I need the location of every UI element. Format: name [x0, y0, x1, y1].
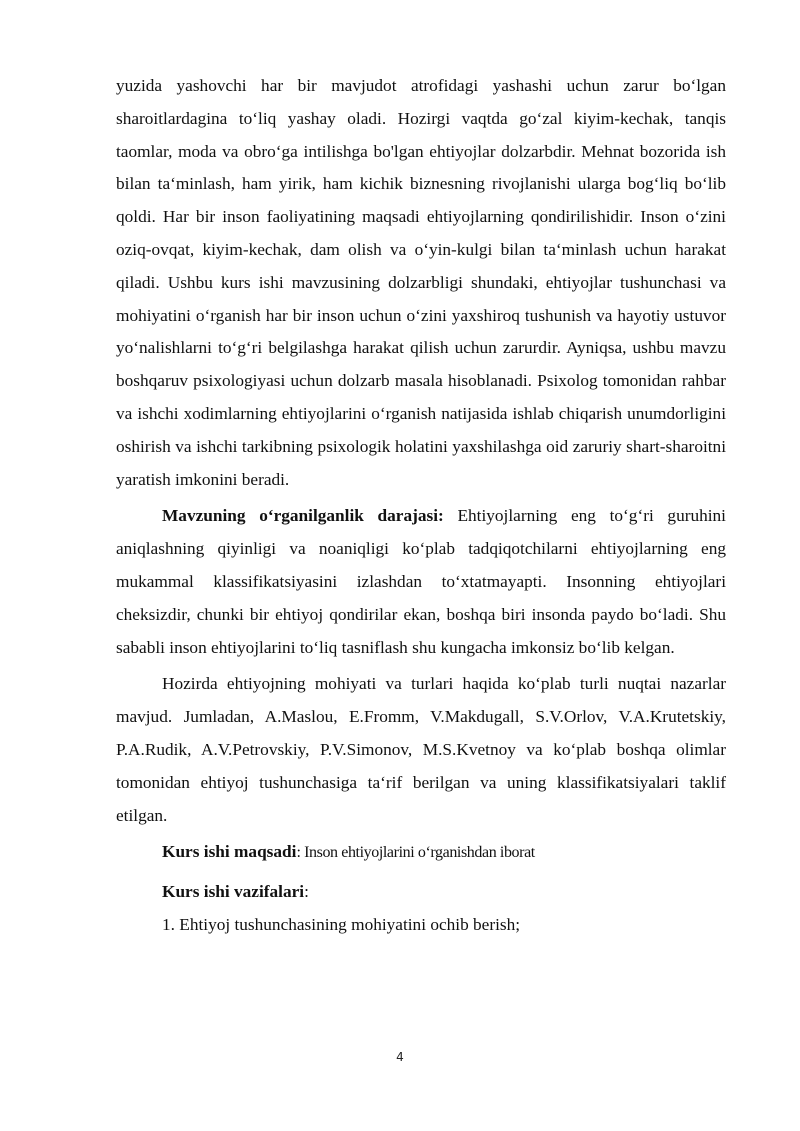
- list-item: 1. Ehtiyoj tushunchasining mohiyatini ochib berish;: [162, 914, 521, 934]
- paragraph-study-degree: [116, 500, 726, 664]
- course-goal-label: Kurs ishi maqsadi: [162, 842, 297, 862]
- course-tasks-heading: [116, 876, 726, 909]
- study-degree-text: Ehtiyojlarning eng to‘g‘ri guruhini aniqlashning qiyinligi va noaniqligi ko‘plab tadqiqotchilarni ehtiyojlarning eng mukammal klassifikatsiyasini izlashdan to‘xtatmayapti. Insonning ehtiyojlari cheksizdir, chunki bir ehtiyoj qondirilar ekan, boshqa biri insonda paydo bo‘ladi. Shu sababli inson ehtiyojlarini to‘liq tasniflash shu kungacha imkonsiz bo‘lib kelgan.: [116, 506, 726, 657]
- paragraph-viewpoints: Hozirda ehtiyojning mohiyati va turlari haqida ko‘plab turli nuqtai nazarlar mavjud. Jumladan, A.Maslou, E.Fromm, V.Makdugall, S.V.Orlov, V.A.Krutetskiy, P.A.Rudik, A.V.Petrovskiy, P.V.Simonov, M.S.Kvetnoy va ko‘plab boshqa olimlar tomonidan ehtiyoj tushunchasiga ta‘rif berilgan va uning klassifikatsiyalari taklif etilgan.: [116, 674, 726, 825]
- course-goal: [116, 836, 726, 870]
- paragraph-relevance: yuzida yashovchi har bir mavjudot atrofidagi yashashi uchun zarur bo‘lgan sharoitlardagina to‘liq yashay oladi. Hozirgi vaqtda go‘zal kiyim-kechak, tanqis taomlar, moda va obro‘ga intilishga bo'lgan ehtiyojlar dolzarbdir. Mehnat bozorida ish bilan ta‘minlash, ham yirik, ham kichik biznesning rivojlanishi ularga bog‘liq bo‘lib qoldi. Har bir inson faoliyatining maqsadi ehtiyojlarning qondirilishidir. Inson o‘zini oziq-ovqat, kiyim-kechak, dam olish va o‘yin-kulgi bilan ta‘minlash uchun harakat qiladi. Ushbu kurs ishi mavzusining dolzarbligi shundaki, ehtiyojlar tushunchasi va mohiyatini o‘rganish har bir inson uchun o‘zini yaxshiroq tushunish va hayotiy ustuvor yo‘nalishlarni to‘g‘ri belgilashga harakat qilish uchun zarurdir. Ayniqsa, ushbu mavzu boshqaruv psixologiyasi uchun dolzarb masala hisoblanadi. Psixolog tomonidan rahbar va ishchi xodimlarning ehtiyojlarini o‘rganish natijasida ishlab chiqarish unumdorligini oshirish va ishchi tarkibning psixologik holatini yaxshilashga oid zaruriy shart-sharoitni yaratish imkonini beradi.: [116, 76, 726, 489]
- course-goal-text: : Inson ehtiyojlarini o‘rganishdan iborat: [296, 844, 535, 862]
- study-degree-heading: Mavzuning o‘rganilganlik darajasi:: [162, 506, 444, 526]
- course-tasks-label: Kurs ishi vazifalari: [162, 882, 305, 902]
- page-number: 4: [396, 1050, 404, 1064]
- document-page: [116, 70, 726, 942]
- course-tasks-colon: :: [304, 882, 309, 902]
